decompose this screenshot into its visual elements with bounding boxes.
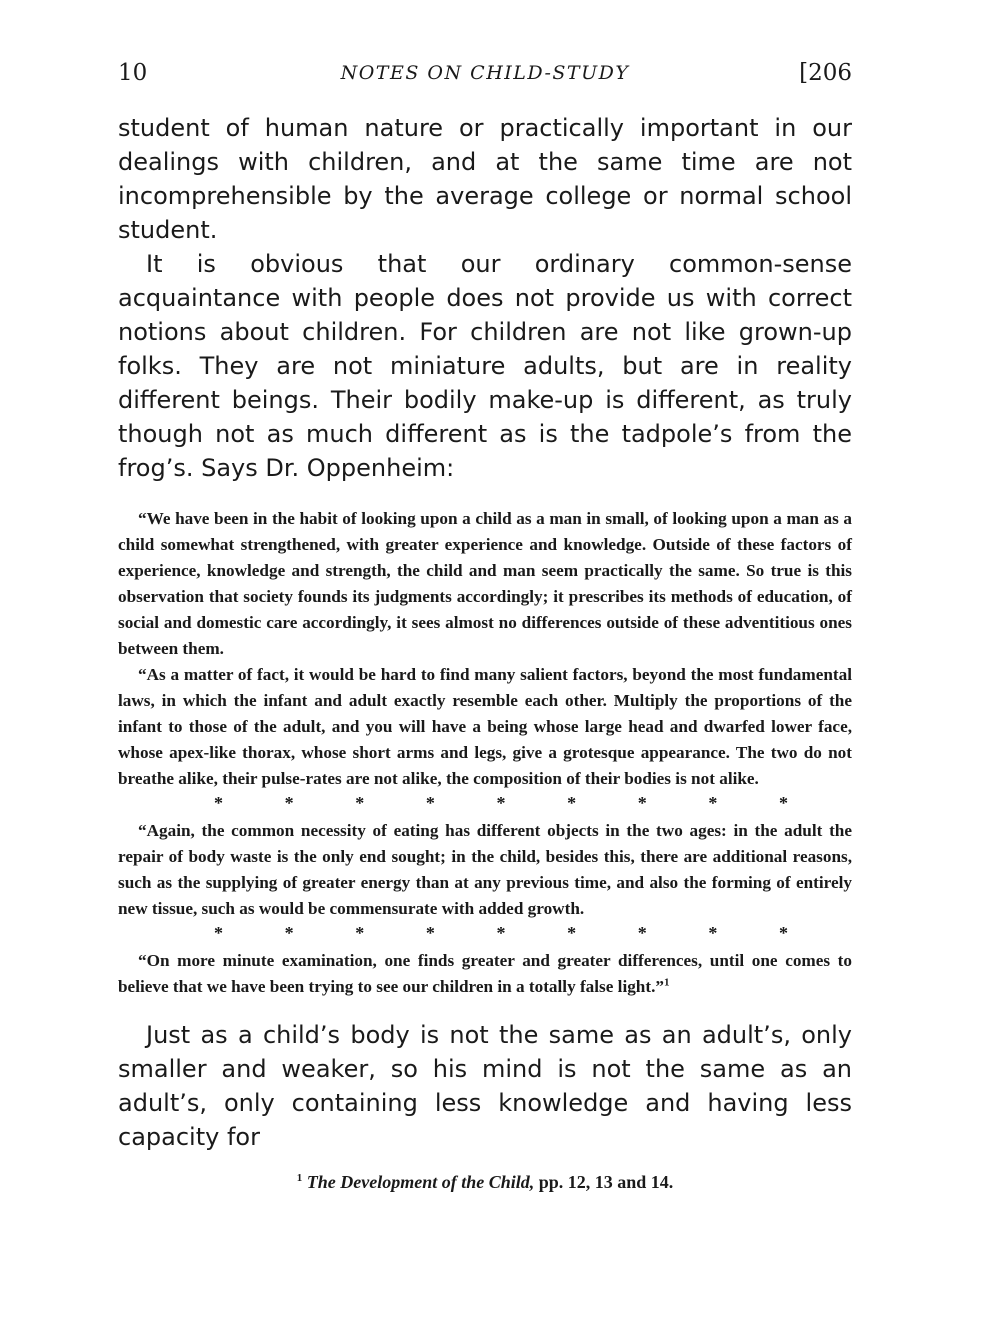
page-number: 10	[118, 60, 148, 86]
page	[118, 58, 852, 1193]
footnote-mark: 1	[296, 1172, 303, 1184]
footnote	[118, 1172, 852, 1193]
quote-paragraph-2: “As a matter of fact, it would be hard to find many salient factors, beyond the most fundamental laws, in which the infant and adult exactly resemble each other. Multiply the proportions of the infant to those of the adult, and you will have a being whose large head and dwarfed lower face, whose apex-like thorax, whose short arms and legs, give a grotesque appearance. The two do not breathe alike, their pulse-rates are not alike, the composition of their bodies is not alike.	[118, 665, 852, 788]
star: *	[214, 793, 223, 813]
footnote-reference-mark: 1	[663, 976, 670, 989]
star: *	[779, 923, 788, 943]
star: *	[567, 923, 577, 943]
ellipsis-stars-1	[118, 792, 852, 818]
paragraph-closing: Just as a child’s body is not the same as an adult’s, only smaller and weaker, so his mind is not the same as an adult’s, only containing less knowledge and having less capacity for	[118, 1021, 852, 1151]
footnote-book-title: The Development of the Child,	[306, 1172, 535, 1192]
star: *	[637, 923, 647, 943]
paragraph-oppenheim-intro: It is obvious that our ordinary common-sense acquaintance with people does not provide us with correct notions about children. For children are not like grown-up folks. They are not miniature adults, but are in reality different beings. Their bodily make-up is different, as truly though not as much different as is the tadpole’s from the frog’s. Says Dr. Oppenheim:	[118, 250, 852, 482]
ellipsis-stars-2	[118, 922, 852, 948]
original-page-reference: [206	[799, 60, 852, 86]
star: *	[708, 923, 718, 943]
star: *	[496, 923, 506, 943]
quote-paragraph-4	[118, 948, 852, 1000]
star: *	[214, 923, 223, 943]
star: *	[284, 923, 294, 943]
star: *	[779, 793, 788, 813]
star: *	[284, 793, 294, 813]
star: *	[425, 923, 435, 943]
running-header	[118, 58, 852, 98]
block-quotation	[118, 506, 852, 1000]
running-title: NOTES ON CHILD-STUDY	[340, 62, 630, 84]
star: *	[425, 793, 435, 813]
star: *	[496, 793, 506, 813]
paragraph-continuation: student of human nature or practically important in our dealings with children, and at the same time are not incomprehensible by the average college or normal school student.	[118, 114, 852, 244]
star: *	[567, 793, 577, 813]
quote-paragraph-1: “We have been in the habit of looking upon a child as a man in small, of looking upon a man as a child somewhat strengthened, with greater experience and knowledge. Outside of these factors of experience, knowledge and strength, the child and man seem practically the same. So true is this observation that society founds its judgments accordingly; it prescribes its methods of education, of social and domestic care accordingly, it sees almost no differences outside of these adventitious ones between them.	[118, 509, 852, 658]
quote-paragraph-3: “Again, the common necessity of eating has different objects in the two ages: in the adult the repair of body waste is the only end sought; in the child, besides this, there are additional reasons, such as the supplying of greater energy than at any previous time, and also the forming of entirely new tissue, such as would be commensurate with added growth.	[118, 821, 852, 918]
star: *	[708, 793, 718, 813]
star: *	[355, 793, 365, 813]
footnote-pages: pp. 12, 13 and 14.	[534, 1172, 674, 1192]
star: *	[637, 793, 647, 813]
star: *	[355, 923, 365, 943]
quote-paragraph-4-text: “On more minute examination, one finds greater and greater differences, until one comes to believe that we have been trying to see our children in a totally false light.”	[118, 951, 852, 996]
